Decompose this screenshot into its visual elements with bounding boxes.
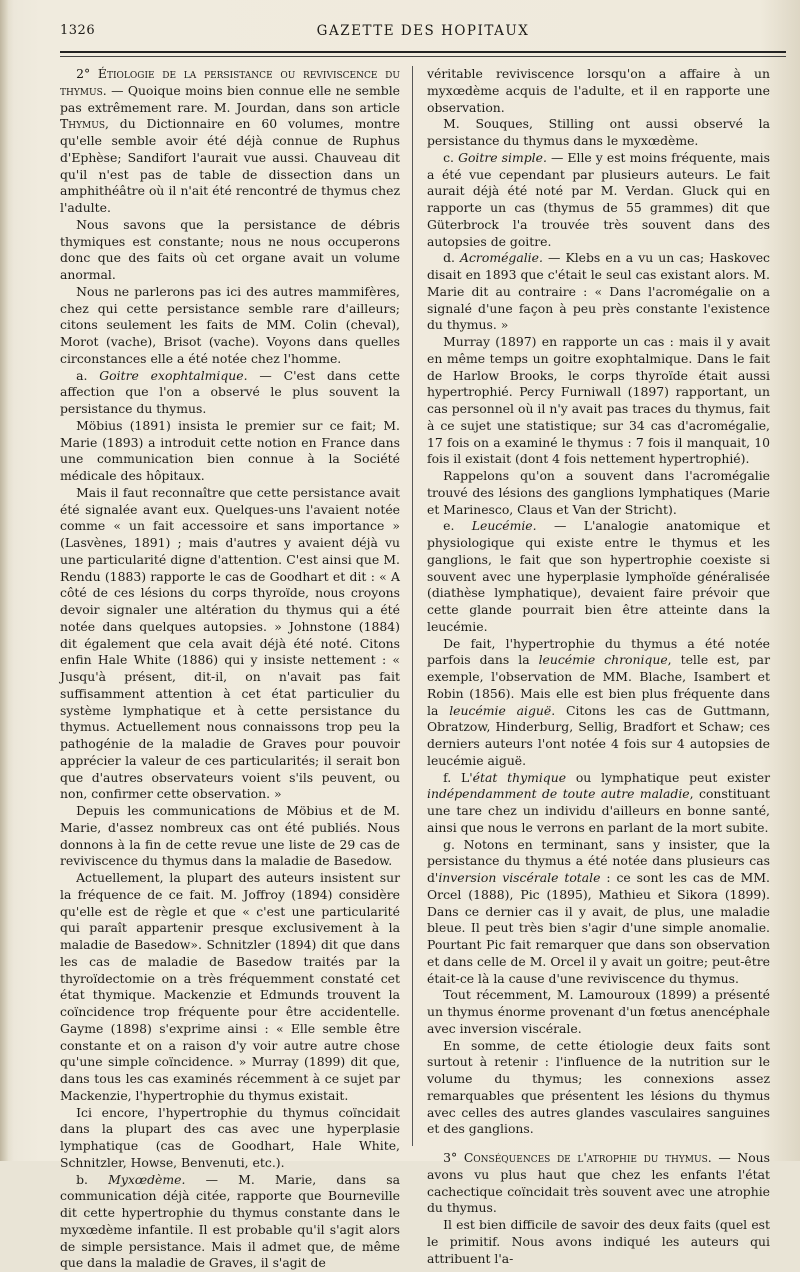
page-number: 1326 bbox=[60, 23, 95, 38]
item-label: e. bbox=[443, 518, 472, 533]
paragraph-text: g. Notons en terminant, sans y insister, que la persistance du thymus a été notée dans plusieurs cas d' bbox=[427, 837, 770, 886]
item-label: b. bbox=[76, 1172, 108, 1187]
paragraph-text: — Klebs en a vu un cas; Haskovec disait en 1893 que c'était le seul cas existant alors. M. Marie dit au contraire : « Dans l'acromégalie on a signalé d'une façon à peu près constante l'existence du thymus. » bbox=[427, 250, 770, 332]
paragraph-acromegalie bbox=[427, 250, 770, 334]
paragraph: En somme, de cette étiologie deux faits sont surtout à retenir : l'influence de la nutrition sur le volume du thymus; les connexions assez remarquables que présentent les lésions du thymus avec celles des autres glandes vasculaires sanguines et des ganglions. bbox=[427, 1038, 770, 1139]
article-title: Thymus bbox=[60, 116, 105, 131]
paragraph: Murray (1897) en rapporte un cas : mais il y avait en même temps un goitre exophtalmique. Dans le fait de Harlow Brooks, le corps thyroïde était aussi hypertrophié. Percy Furniwall (1897) rapportant, un cas personnel où il n'y avait pas traces du thymus, fait à ce sujet une statistique; sur 34 cas d'acromégalie, 17 fois on a examiné le thymus : 7 fois il manquait, 10 fois il existait (dont 4 fois nettement hypertrophié). bbox=[427, 334, 770, 468]
emphasis: inversion viscérale totale bbox=[438, 870, 600, 885]
item-label: c. bbox=[443, 150, 458, 165]
page-binding-edge bbox=[0, 0, 8, 1161]
paragraph: M. Souques, Stilling ont aussi observé la persistance du thymus dans le myxœdème. bbox=[427, 116, 770, 150]
emphasis: leucémie aiguë bbox=[449, 703, 551, 718]
paragraph-etiology-intro bbox=[60, 66, 400, 217]
item-label: a. bbox=[76, 368, 99, 383]
paragraph-text: — C'est dans cette affection que l'on a observé le plus souvent la persistance du thymus. bbox=[60, 368, 400, 417]
paragraph: Nous ne parlerons pas ici des autres mammifères, chez qui cette persistance semble rare d'ailleurs; citons seulement les faits de MM. Colin (cheval), Morot (vache), Brisot (vache). Voyons dans quelles circonstances elle a été notée chez l'homme. bbox=[60, 284, 400, 368]
header-rule-thin bbox=[60, 56, 786, 57]
paragraph-text: — Elle y est moins fréquente, mais a été vue cependant par plusieurs auteurs. Le fait aurait déjà été noté par M. Verdan. Gluck qui en rapporte un cas (thymus de 55 grammes) dit que Güterbrock l'a trouvée très souvent dans des autopsies de goitre. bbox=[427, 150, 770, 249]
paragraph-text: — M. Marie, dans sa communication déjà citée, rapporte que Bourneville dit cette hypertrophie du thymus constante dans le myxœdème infantile. Il est probable qu'il s'agit alors de simple persistance. Mais il admet que, de même que dans la maladie de Graves, il s'agit de bbox=[60, 1172, 400, 1271]
section-heading: Étiologie de la persistance ou reviviscence du thymus. bbox=[60, 66, 400, 98]
paragraph: Tout récemment, M. Lamouroux (1899) a présenté un thymus énorme provenant d'un fœtus anencéphale avec inversion viscérale. bbox=[427, 987, 770, 1037]
paragraph-text: — L'analogie anatomique et physiologique qui existe entre le thymus et les ganglions, le fait que son hypertrophie coexiste si souvent avec une hyperplasie lymphoïde généralisée (diathèse lymphatique), devaient faire prévoir que cette glande pourrait bien être atteinte dans la leucémie. bbox=[427, 518, 770, 634]
paragraph: Mais il faut reconnaître que cette persistance avait été signalée avant eux. Quelques-uns l'avaient notée comme « un fait accessoire et sans importance » (Lasvènes, 1891) ; mais d'autres y avaient déjà vu une particularité digne d'attention. C'est ainsi que M. Rendu (1883) rapporte le cas de Goodhart et dit : « A côté de ces lésions du corps thyroïde, nous croyons devoir signaler une altération du thymus qui a été notée dans quelques autopsies. » Johnstone (1884) dit également que cela avait déjà été noté. Citons enfin Hale White (1886) qui y insiste nettement : « Jusqu'à présent, dit-il, on n'avait pas fait suffisamment attention à cet état particulier du système lymphatique et à cette persistance du thymus. Actuellement nous connaissons trop peu la pathogénie de la maladie de Graves pour pouvoir apprécier la valeur de ces particularités; il serait bon que d'autres observateurs voient s'ils peuvent, ou non, confirmer cette observation. » bbox=[60, 485, 400, 803]
paragraph-goitre-simple bbox=[427, 150, 770, 251]
column-divider bbox=[412, 66, 413, 1146]
paragraph-text: ou lymphatique peut exister bbox=[566, 770, 770, 785]
right-column bbox=[427, 66, 770, 1146]
left-column bbox=[60, 66, 400, 1146]
paragraph-etat-thymique bbox=[427, 770, 770, 837]
item-label: d. bbox=[443, 250, 460, 265]
emphasis: indépendamment de toute autre maladie bbox=[427, 786, 690, 801]
paragraph: Möbius (1891) insista le premier sur ce fait; M. Marie (1893) a introduit cette notion en France dans une communication bien connue à la Société médicale des hôpitaux. bbox=[60, 418, 400, 485]
paragraph-consequences-heading bbox=[427, 1150, 770, 1217]
emphasis: état thymique bbox=[473, 770, 566, 785]
item-heading: Leucémie. bbox=[472, 518, 537, 533]
item-heading: Goitre simple. bbox=[458, 150, 547, 165]
paragraph-text: , constituant une tare chez un individu d'ailleurs en bonne santé, ainsi que nous le verrons en parlant de la mort subite. bbox=[427, 786, 770, 835]
section-number: 2° bbox=[76, 66, 98, 81]
paragraph-text: — Quoique moins bien connue elle ne semble pas extrêmement rare. M. Jourdan, dans son article bbox=[60, 83, 400, 115]
paragraph-text: . Citons les cas de Guttmann, Obratzow, Hinderburg, Sellig, Bradfort et Schaw; ces derniers auteurs l'ont notée 4 fois sur 4 autopsies de leucémie aiguë. bbox=[427, 703, 770, 768]
item-heading: Myxœdème. bbox=[108, 1172, 185, 1187]
header-rule-thick bbox=[60, 51, 786, 53]
emphasis: leucémie chronique bbox=[539, 652, 668, 667]
paragraph: Rappelons qu'on a souvent dans l'acromégalie trouvé des lésions des ganglions lymphatiques (Marie et Marinesco, Claus et Van der Stricht). bbox=[427, 468, 770, 518]
paragraph-inversion-viscerale bbox=[427, 837, 770, 988]
section-heading: Conséquences de l'atrophie du thymus. bbox=[464, 1150, 712, 1165]
item-heading: Acromégalie. bbox=[460, 250, 543, 265]
paragraph-text: : ce sont les cas de MM. Orcel (1888), Pic (1895), Mathieu et Sikora (1899). Dans ce dernier cas il y avait, de plus, une maladie bleue. Il peut très bien s'agir d'une simple anomalie. Pourtant Pic fait remarquer que dans son observation et dans celle de M. Orcel il y avait un goitre; peut-être était-ce là la cause d'une reviviscence du thymus. bbox=[427, 870, 770, 986]
paragraph: Nous savons que la persistance de débris thymiques est constante; nous ne nous occuperons donc que des faits où cet organe avait un volume anormal. bbox=[60, 217, 400, 284]
paragraph: Depuis les communications de Möbius et de M. Marie, d'assez nombreux cas ont été publiés. Nous donnons à la fin de cette revue une liste de 29 cas de reviviscence du thymus dans la maladie de Basedow. bbox=[60, 803, 400, 870]
paragraph: Ici encore, l'hypertrophie du thymus coïncidait dans la plupart des cas avec une hyperplasie lymphatique (cas de Goodhart, Hale White, Schnitzler, Howse, Benvenuti, etc.). bbox=[60, 1105, 400, 1172]
paragraph: Actuellement, la plupart des auteurs insistent sur la fréquence de ce fait. M. Joffroy (1894) considère qu'elle est de règle et que « c'est une particularité qui paraît appartenir presque exclusivement à la maladie de Basedow». Schnitzler (1894) dit que dans les cas de maladie de Basedow traités par la thyroïdectomie on a très fréquemment constaté cet état thymique. Mackenzie et Edmunds trouvent la coïncidence trop fréquente pour être accidentelle. Gayme (1898) s'exprime ainsi : « Elle semble être constante et on a raison d'y voir autre autre chose qu'une simple coïncidence. » Murray (1899) dit que, dans tous les cas examinés récemment à ce sujet par Mackenzie, l'hypertrophie du thymus existait. bbox=[60, 870, 400, 1105]
paragraph-text: De fait, l'hypertrophie du thymus a été notée parfois dans la bbox=[427, 636, 770, 668]
section-number: 3° bbox=[443, 1150, 464, 1165]
paragraph: Il est bien difficile de savoir des deux faits (quel est le primitif. Nous avons indiqué les auteurs qui attribuent l'a- bbox=[427, 1217, 770, 1267]
running-header bbox=[60, 17, 786, 45]
item-label: f. L' bbox=[443, 770, 473, 785]
paragraph-text: , telle est, par exemple, l'observation de MM. Blache, Isambert et Robin (1856). Mais elle est bien plus fréquente dans la bbox=[427, 652, 770, 717]
paragraph-goitre-exophtalmique bbox=[60, 368, 400, 418]
paragraph-text: — Nous avons vu plus haut que chez les enfants l'état cachectique coïncidait très souvent avec une atrophie du thymus. bbox=[427, 1150, 770, 1215]
journal-title: GAZETTE DES HOPITAUX bbox=[60, 23, 786, 39]
paragraph-leucemie bbox=[427, 518, 770, 635]
paragraph-myxoedeme bbox=[60, 1172, 400, 1272]
paragraph bbox=[427, 636, 770, 770]
item-heading: Goitre exophtalmique. bbox=[99, 368, 247, 383]
paragraph-text: , du Dictionnaire en 60 volumes, montre qu'elle semble avoir été déjà connue de Ruphus d'Ephèse; Sandifort l'aurait vue aussi. Chauveau dit qu'il n'est pas de table de dissection dans un amphithéâtre où il n'ait été rencontré de thymus chez l'adulte. bbox=[60, 116, 400, 215]
paragraph-continued: véritable reviviscence lorsqu'on a affaire à un myxœdème acquis de l'adulte, et il en rapporte une observation. bbox=[427, 66, 770, 116]
